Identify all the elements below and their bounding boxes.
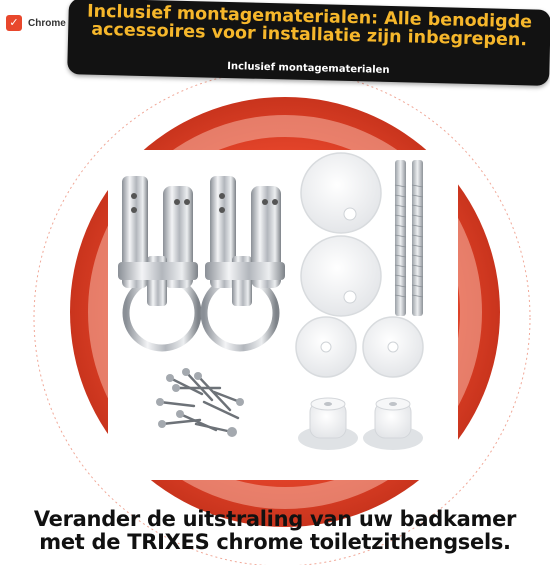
variant-chip[interactable] [0, 10, 78, 36]
info-banner [67, 0, 550, 86]
banner-subtitle: Inclusief montagematerialen [227, 61, 390, 76]
product-headline [0, 508, 550, 554]
chip-label: Chrome [28, 17, 66, 29]
headline-line-2: met de TRIXES chrome toiletzithengsels. [39, 530, 511, 554]
checkmark-icon: ✓ [6, 15, 22, 31]
banner-title: Inclusief montagematerialen: Alle benodigde accessoires voor installatie zijn inbegrepen. [86, 1, 533, 51]
headline-line-1: Verander de uitstraling van uw badkamer [33, 507, 517, 531]
